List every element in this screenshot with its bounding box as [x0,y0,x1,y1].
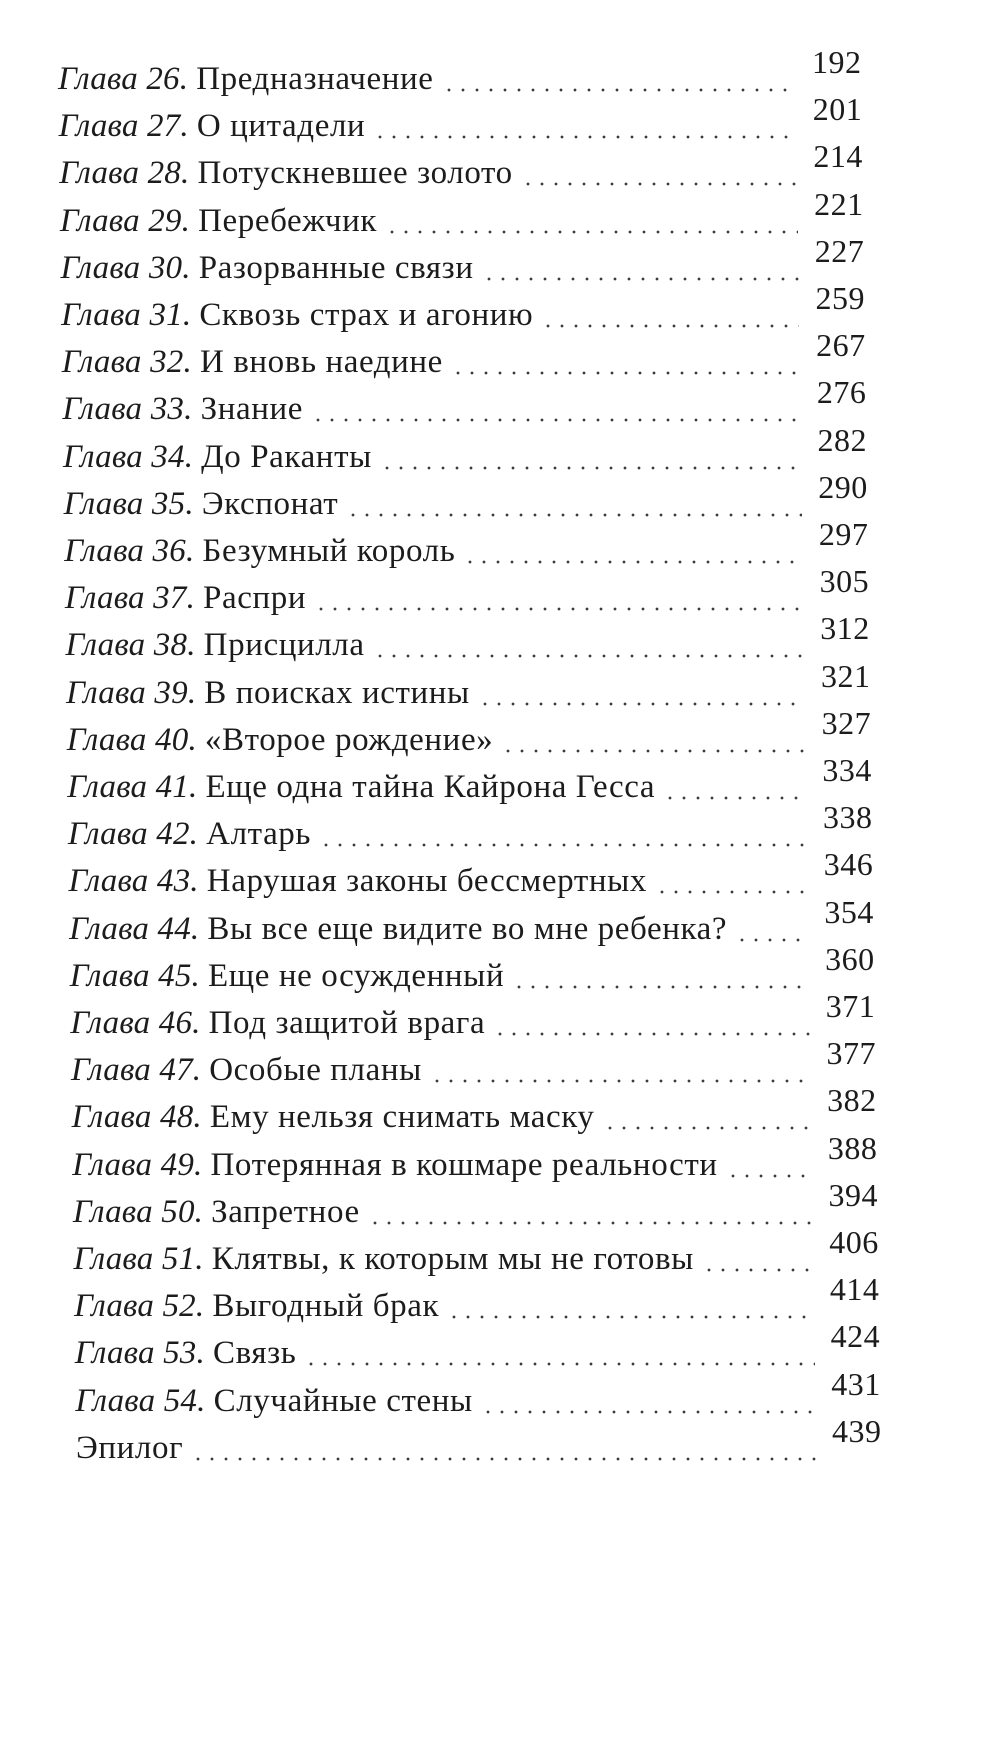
toc-entry [75,1374,821,1418]
chapter-title: Потерянная в кошмаре реальности [210,1146,718,1183]
page-number: 338 [823,799,873,836]
page-number: 334 [822,752,872,788]
toc-entry [64,477,809,521]
dot-leader [319,843,807,847]
toc-entry [66,666,811,710]
chapter-title: Клятвы, к которым мы не готовы [211,1241,694,1277]
chapter-title: Присцилла [203,627,365,664]
chapter-title: Экспонат [201,485,339,522]
dot-leader [385,230,798,234]
page-number: 346 [823,846,874,883]
chapter-title: Запретное [211,1193,360,1230]
page-number: 382 [827,1082,877,1119]
page-number: 214 [813,138,863,175]
page-number: 227 [814,232,865,269]
dot-leader [373,135,796,139]
chapter-title: Нарушая законы бессмертных [206,863,647,900]
page-number: 321 [820,657,871,694]
toc-entry [67,713,812,757]
toc-entry [62,335,806,379]
chapter-title: Безумный король [202,533,456,569]
chapter-title: «Второе рождение» [204,721,494,758]
dot-leader [655,890,808,894]
page-number: 377 [826,1035,876,1072]
chapter-title: Знание [200,391,303,428]
chapter-label: Глава 50. [72,1193,204,1230]
chapter-title: Разорванные связи [198,249,474,286]
dot-leader [368,1221,813,1225]
chapter-label: Глава 30. [60,249,191,286]
chapter-label: Глава 53. [74,1335,205,1372]
toc-entry [71,1043,816,1087]
page-number: 305 [819,563,870,600]
chapter-title: Ему нельзя снимать маску [209,1099,595,1136]
chapter-title: Эпилог [76,1429,184,1466]
toc-entry [64,524,809,568]
dot-leader [603,1126,812,1130]
toc-entry [61,288,805,332]
toc-entry [62,382,806,426]
dot-leader [726,1174,812,1178]
toc-entry [59,99,803,143]
chapter-label: Глава 31. [61,297,192,333]
dot-leader [373,654,805,658]
chapter-title: До Раканты [201,438,372,475]
dot-leader [512,985,809,989]
toc-entry [60,194,804,238]
chapter-label: Глава 40. [66,721,197,758]
page-number: 282 [817,421,868,458]
dot-leader [482,277,799,281]
dot-leader [493,1032,809,1036]
dot-leader [442,88,797,92]
chapter-label: Глава 46. [70,1005,201,1041]
dot-leader [311,418,801,422]
chapter-label: Глава 37. [64,580,196,617]
toc-entry [69,902,814,946]
chapter-title: Еще не осужденный [208,957,505,994]
chapter-title: Предназначение [196,61,434,97]
chapter-label: Глава 45. [69,957,200,994]
dot-leader [735,938,808,942]
chapter-label: Глава 28. [59,155,190,192]
page-number: 221 [814,185,864,222]
page-number: 297 [818,516,869,552]
page-number: 439 [832,1412,882,1449]
page-number: 290 [818,468,868,505]
toc-entry [72,1090,818,1134]
chapter-label: Глава 26. [58,61,189,97]
dot-leader [521,182,798,186]
dot-leader [430,1079,811,1083]
page-number: 388 [827,1129,878,1166]
chapter-label: Глава 34. [62,438,194,475]
dot-leader [541,324,799,328]
dot-leader [191,1457,816,1461]
toc-entry [59,146,803,190]
toc-entry [65,571,810,615]
page-number: 414 [829,1271,880,1308]
page-number: 267 [816,327,866,364]
dot-leader [451,371,800,375]
toc-entry [63,430,808,474]
toc-entry [69,854,814,898]
dot-leader [478,702,805,706]
chapter-label: Глава 42. [67,816,199,853]
chapter-label: Глава 27. [58,108,189,145]
dot-leader [702,1268,813,1272]
page-number: 431 [831,1365,881,1402]
chapter-title: Случайные стены [213,1382,473,1419]
chapter-label: Глава 48. [71,1099,202,1136]
toc-entry [70,996,815,1040]
chapter-title: Вы все еще видите во мне ребенка? [207,910,728,947]
toc-entry [67,760,812,804]
toc-entry [74,1232,820,1276]
chapter-label: Глава 51. [73,1241,204,1277]
dot-leader [463,560,802,564]
page-number: 360 [825,940,875,977]
chapter-label: Глава 49. [72,1146,203,1183]
chapter-label: Глава 43. [68,863,199,900]
page-number: 327 [821,704,872,741]
dot-leader [481,1410,816,1414]
toc-entry [60,241,804,285]
chapter-title: Выгодный брак [212,1288,440,1325]
chapter-label: Глава 29. [59,202,191,239]
page-number: 259 [815,280,865,316]
chapter-label: Глава 47. [71,1052,202,1089]
chapter-label: Глава 33. [62,391,193,428]
toc-entry [65,618,810,662]
chapter-title: Особые планы [209,1052,422,1089]
chapter-label: Глава 41. [67,769,198,805]
toc-entry [70,949,815,993]
page-number: 394 [828,1176,879,1213]
chapter-label: Глава 38. [65,627,196,664]
toc-entry [73,1185,819,1229]
dot-leader [447,1315,814,1319]
chapter-title: Сквозь страх и агонию [199,297,534,333]
page-number: 371 [825,988,876,1024]
chapter-title: Еще одна тайна Кайрона Гесса [205,769,656,805]
chapter-title: Перебежчик [198,202,377,239]
dot-leader [314,607,803,611]
toc-entry [76,1421,822,1465]
chapter-title: Потускневшее золото [197,155,513,192]
chapter-title: И вновь наедине [199,344,443,381]
page-number: 312 [820,610,870,647]
chapter-label: Глава 54. [75,1382,206,1419]
page-number: 424 [830,1318,881,1355]
chapter-title: Алтарь [206,816,312,853]
dot-leader [346,513,802,517]
chapter-label: Глава 39. [66,674,197,711]
page-number: 354 [824,893,874,930]
chapter-label: Глава 52. [74,1288,205,1325]
chapter-title: О цитадели [196,108,366,145]
toc-entry [72,1138,818,1182]
page-number: 192 [812,44,862,80]
page-number: 406 [829,1224,879,1260]
toc-entry [75,1326,821,1370]
page-number: 201 [812,91,863,128]
chapter-title: Под защитой врага [208,1005,486,1041]
chapter-label: Глава 32. [61,344,192,381]
toc-entry [74,1279,820,1323]
chapter-label: Глава 36. [64,533,195,569]
dot-leader [501,749,805,753]
dot-leader [380,466,802,470]
toc-entry [68,807,813,851]
dot-leader [304,1362,814,1366]
chapter-label: Глава 35. [63,485,194,522]
chapter-label: Глава 44. [69,910,200,947]
chapter-title: В поисках истины [204,674,470,711]
dot-leader [663,796,806,800]
page-number: 276 [816,374,867,411]
toc-entry [58,52,802,96]
chapter-title: Распри [203,580,307,617]
chapter-title: Связь [212,1335,297,1372]
